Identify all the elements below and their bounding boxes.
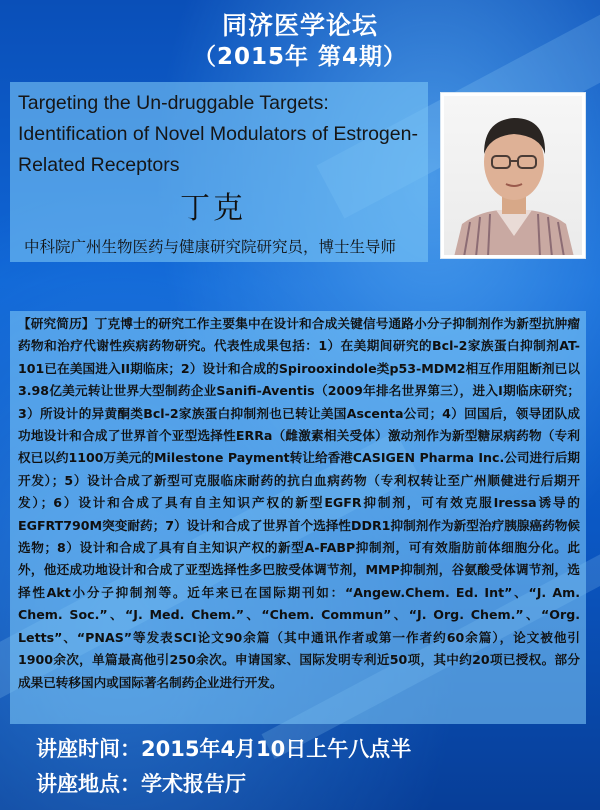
lecture-location: 讲座地点：学术报告厅 [36,772,246,796]
biography-text: 【研究简历】丁克博士的研究工作主要集中在设计和合成关键信号通路小分子抑制剂作为新型抗肿瘤药物和治疗代谢性疾病药物研究。代表性成果包括：1）在美期间研究的Bcl-2家族蛋白抑制剂AT-101已在美国进入II期临床；2）设计和合成的Spirooxindole类p53-MDM2相互作用阻断剂已以3.98亿美元转让世界大型制药企业Sanifi-Aventis（2009年排名世界第三），进入I期临床研究；3）所设计的异黄酮类Bcl-2家族蛋白抑制剂也已转让美国Ascenta公司；4）回国后，领导团队成功地设计和合成了世界首个亚型选择性ERRa（雌激素相关受体）激动剂作为新型糖尿病药物（专利权已以约1100万美元的Milestone Payment转让给香港CASIGEN Pharma Inc.公司进行后期开发）；5）设计合成了新型可克服临床耐药的抗白血病药物（专利权转让至广州顺健进行后期开发）；6）设计和合成了具有自主知识产权的新型EGFR抑制剂，可有效克服Iressa诱导的EGFRT790M突变耐药；7）设计和合成了世界首个选择性DDR1抑制剂作为新型治疗胰腺癌药物候选物；8）设计和合成了具有自主知识产权的新型A-FABP抑制剂，可有效脂肪前体细胞分化。此外，他还成功地设计和合成了亚型选择性多巴胺受体调节剂，MMP抑制剂，谷氨酸受体调节剂，选择性Akt小分子抑制剂等。近年来已在国际期刊如：“Angew.Chem. Ed. Int”、“J. Am. Chem. Soc.”、“J. Med. Chem.”、“Chem. Commun”、“J. Org. Chem.”、“Org. Letts”、“PNAS”等发表SCI论文90余篇（其中通讯作者或第一作者约60余篇），论文被他引1900余次，单篇最高他引250余次。申请国家、国际发明专利近50项，其中约20项已授权。部分成果已转移国内或国际著名制药企业进行开发。 [18,316,580,690]
speaker-title: 中科院广州生物医药与健康研究院研究员，博士生导师 [24,238,397,256]
speaker-photo [444,96,582,255]
talk-title: Targeting the Un-druggable Targets: Identification of Novel Modulators of Estrogen-Related Receptors [18,92,418,176]
speaker-portrait-image [444,96,582,255]
lecture-time: 讲座时间：2015年4月10日上午八点半 [36,737,412,761]
issue-line: （2015年 第4期） [192,44,408,70]
forum-title: 同济医学论坛 [221,11,378,40]
speaker-photo-frame [440,92,586,259]
speaker-name: 丁克 [180,191,246,226]
